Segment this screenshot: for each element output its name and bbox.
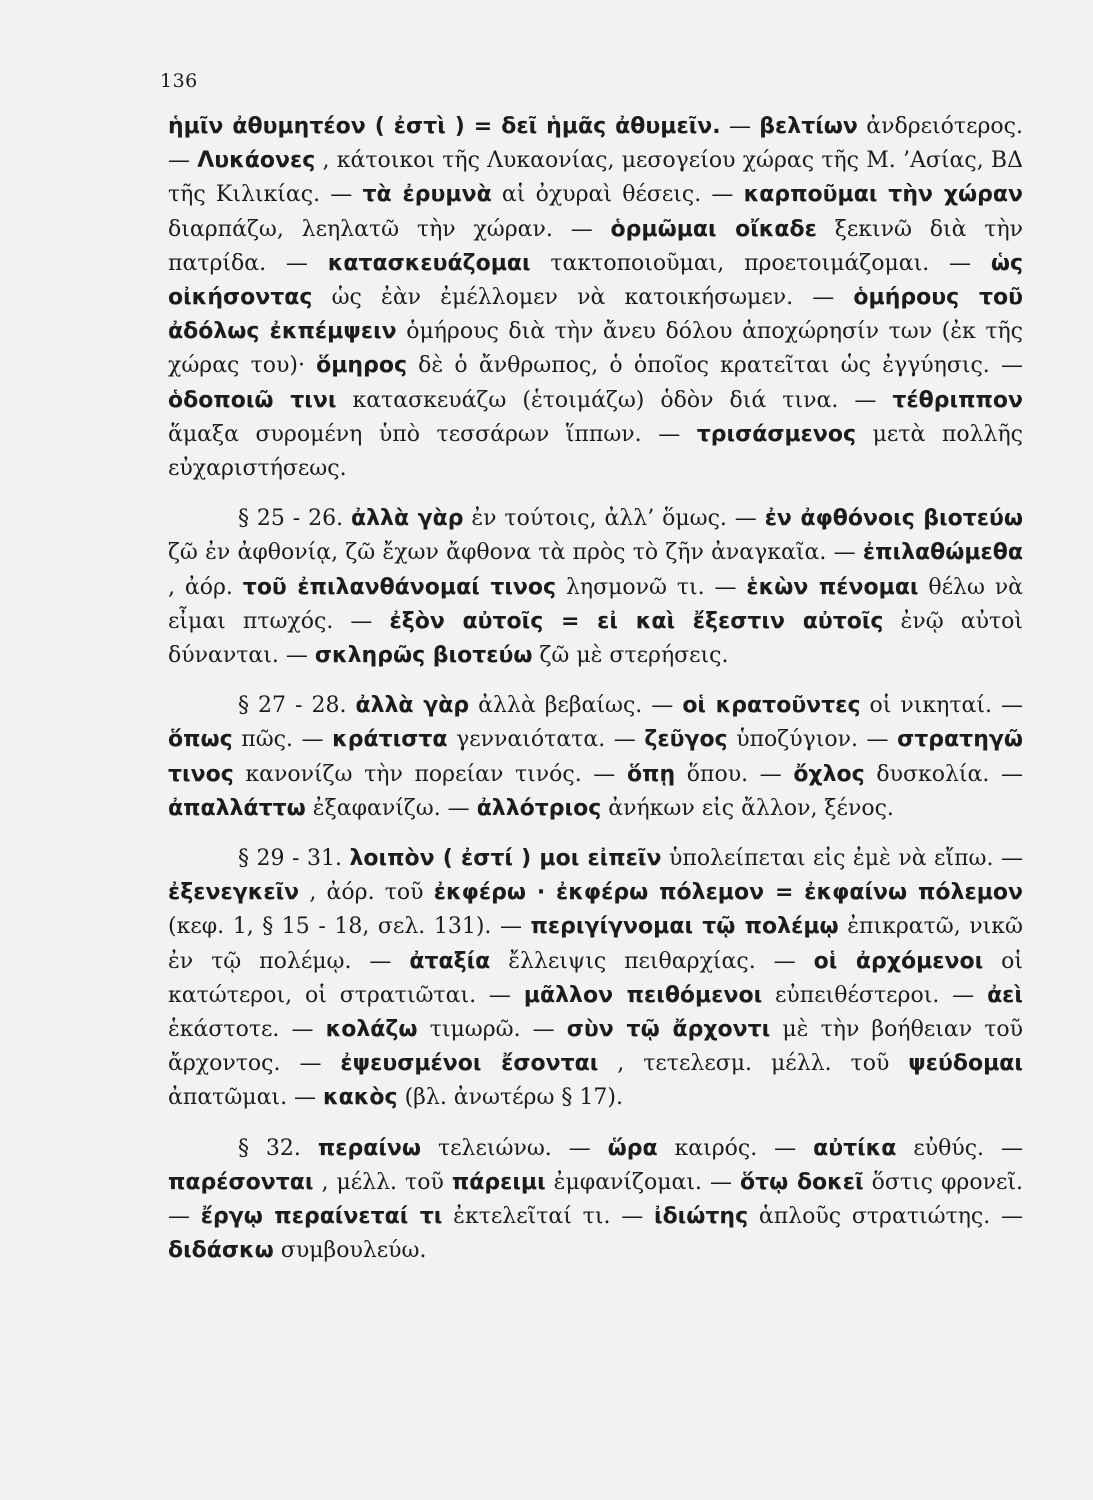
gloss-text: κατασκευάζω (ἑτοιμάζω) ὁδὸν διά τινα. — <box>336 387 893 413</box>
headword: ἐπιλαθώμεθα <box>862 540 1023 566</box>
headword: ἔργῳ περαίνεταί τι <box>200 1204 443 1230</box>
headword: ἐψευσμένοι ἔσονται <box>340 1051 599 1077</box>
headword: ὅπῃ <box>626 761 676 787</box>
page-number: 136 <box>160 70 198 92</box>
headword: ὄχλος <box>793 761 865 787</box>
gloss-text: ἐπικρατῶ, νικῶ ἐν τῷ πολέμῳ. — <box>168 914 1023 974</box>
headword: σκληρῶς βιοτεύω <box>314 643 533 669</box>
gloss-text: τακτοποιοῦμαι, προετοιμάζομαι. — <box>530 250 991 276</box>
gloss-text: συμβουλεύω. <box>273 1238 427 1264</box>
section-paragraph <box>168 842 1023 1116</box>
headword: ἐξενεγκεῖν <box>168 880 300 906</box>
gloss-text: , ἀόρ. <box>168 574 243 600</box>
gloss-text: ζῶ μὲ στερήσεις. <box>532 643 729 669</box>
gloss-text: ἅμαξα συρομένη ὑπὸ τεσσάρων ἵππων. — <box>168 421 697 447</box>
gloss-text: δὲ ὁ ἄνθρωπος, ὁ ὁποῖος κρατεῖται ὡς ἐγγύησις. — <box>407 353 1023 379</box>
gloss-text: § 32. <box>238 1135 318 1161</box>
headword: ἀπαλλάττω <box>168 795 306 821</box>
headword: ἀεὶ <box>987 982 1023 1008</box>
gloss-text: εὐπειθέστεροι. — <box>762 982 988 1008</box>
gloss-text: τιμωρῶ. — <box>417 1017 567 1043</box>
headword: ὁμήρους τοῦ ἀδόλως ἐκπέμψειν <box>168 285 1023 345</box>
headword: κράτιστα <box>332 727 448 753</box>
gloss-text: εὐθύς. — <box>896 1135 1023 1161</box>
headword: πάρειμι <box>451 1169 546 1195</box>
gloss-text: (βλ. ἀνωτέρω § 17). <box>397 1085 623 1111</box>
headword: βελτίων <box>759 114 858 139</box>
gloss-text: ἁπλοῦς στρατιώτης. — <box>748 1204 1024 1230</box>
headword: ἐξὸν αὐτοῖς = εἰ καὶ ἔξεστιν αὐτοῖς <box>389 608 884 634</box>
gloss-text: ξεκινῶ διὰ τὴν πατρίδα. — <box>168 216 1024 276</box>
gloss-text: μετὰ πολλῆς εὐχαριστήσεως. <box>168 421 1023 482</box>
headword: ὅμηρος <box>316 353 407 379</box>
gloss-text: § 27 - 28. <box>238 693 356 719</box>
headword: ἐν ἀφθόνοις βιοτεύω <box>764 506 1023 532</box>
gloss-text: ἀνδρειότερος. — <box>168 114 1023 174</box>
headword: περαίνω <box>317 1135 422 1161</box>
gloss-text: τελειώνω. — <box>421 1135 608 1161</box>
section-paragraph <box>168 502 1023 673</box>
gloss-text: θέλω νὰ εἶμαι πτωχός. — <box>168 574 1024 634</box>
gloss-text: καιρός. — <box>657 1135 814 1161</box>
headword: διδάσκω <box>168 1238 274 1264</box>
gloss-text: , μέλλ. τοῦ <box>313 1169 452 1195</box>
headword: ἀλλὰ γὰρ <box>355 693 470 719</box>
headword: ὁδοποιῶ τινι <box>168 387 337 413</box>
gloss-text: ἀλλὰ βεβαίως. — <box>469 693 683 719</box>
gloss-text: § 25 - 26. <box>238 506 351 532</box>
headword: περιγίγνομαι τῷ πολέμῳ <box>530 914 839 940</box>
gloss-text: ἀνήκων εἰς ἄλλον, ξένος. <box>601 795 894 821</box>
body-text <box>168 110 1023 1269</box>
headword: ὥρα <box>607 1135 658 1161</box>
headword: μᾶλλον πειθόμενοι <box>523 982 763 1008</box>
headword: ἐκφέρω · ἐκφέρω πόλεμον = ἐκφαίνω πόλεμον <box>433 880 1023 906</box>
gloss-text: ἑκάστοτε. — <box>168 1017 326 1043</box>
gloss-text: , ἀόρ. τοῦ <box>299 880 434 906</box>
headword: λοιπὸν ( ἐστί ) μοι εἰπεῖν <box>349 846 662 872</box>
gloss-text: — <box>720 114 760 139</box>
gloss-text: ὡς ἐὰν ἐμέλλομεν νὰ κατοικήσωμεν. — <box>312 285 854 311</box>
headword: ἡμῖν ἀθυμητέον ( ἐστὶ ) = δεῖ ἡμᾶς ἀθυμεῖν. <box>168 114 721 139</box>
gloss-text: ἐμφανίζομαι. — <box>545 1169 740 1195</box>
gloss-text: , τετελεσμ. μέλλ. τοῦ <box>598 1051 909 1077</box>
headword: καρποῦμαι τὴν χώραν <box>743 182 1024 208</box>
headword: ψεύδομαι <box>908 1051 1023 1077</box>
gloss-text: ὁμήρους διὰ τὴν ἄνευ δόλου ἀποχώρησίν των (ἐκ τῆς χώρας του)· <box>168 319 1023 379</box>
headword: ἀλλότριος <box>476 795 602 821</box>
headword: ὅπως <box>168 727 233 753</box>
headword: ὁρμῶμαι οἴκαδε <box>610 216 817 242</box>
gloss-text: οἱ νικηταί. — <box>860 693 1023 719</box>
headword: τοῦ ἐπιλανθάνομαί τινος <box>242 574 557 600</box>
gloss-text: μὲ τὴν βοήθειαν τοῦ ἄρχοντος. — <box>168 1017 1023 1077</box>
headword: ἀταξία <box>409 948 491 974</box>
gloss-text: πῶς. — <box>232 727 333 753</box>
headword: τέθριππον <box>892 387 1023 413</box>
gloss-text: κανονίζω τὴν πορείαν τινός. — <box>233 761 627 787</box>
gloss-text: ὑπολείπεται εἰς ἐμὲ νὰ εἴπω. — <box>661 846 1023 872</box>
gloss-text: γενναιότατα. — <box>447 727 645 753</box>
headword: οἱ ἀρχόμενοι <box>813 948 984 974</box>
headword: ἰδιώτης <box>654 1204 749 1230</box>
gloss-text: αἱ ὀχυραὶ θέσεις. — <box>491 182 744 208</box>
headword: Λυκάονες <box>197 148 316 174</box>
gloss-text: ζῶ ἐν ἀφθονίᾳ, ζῶ ἔχων ἄφθονα τὰ πρὸς τὸ ζῆν ἀναγκαῖα. — <box>168 540 863 566</box>
headword: ἑκὼν πένομαι <box>746 574 919 600</box>
section-paragraph <box>168 1132 1023 1269</box>
gloss-text: ὑποζύγιον. — <box>727 727 898 753</box>
gloss-text: ἐκτελεῖταί τι. — <box>442 1204 654 1230</box>
paragraph <box>168 110 1023 486</box>
headword: οἱ κρατοῦντες <box>682 693 861 719</box>
gloss-text: § 29 - 31. <box>238 846 350 872</box>
gloss-text: ὅστις φρονεῖ. — <box>168 1169 1023 1230</box>
headword: κατασκευάζομαι <box>327 250 531 276</box>
gloss-text: δυσκολία. — <box>864 761 1023 787</box>
section-paragraph <box>168 689 1023 826</box>
gloss-text: ἐξαφανίζω. — <box>305 795 477 821</box>
gloss-text: διαρπάζω, λεηλατῶ τὴν χώραν. — <box>168 216 611 242</box>
gloss-text: ἔλλειψις πειθαρχίας. — <box>490 948 814 974</box>
headword: σὺν τῷ ἄρχοντι <box>566 1017 771 1043</box>
headword: αὐτίκα <box>813 1135 897 1161</box>
gloss-text: ἐνῷ αὐτοὶ δύνανται. — <box>168 608 1023 669</box>
gloss-text: ἀπατῶμαι. — <box>168 1085 324 1111</box>
gloss-text: , κάτοικοι τῆς Λυκαονίας, μεσογείου χώρας τῆς Μ. ’Ασίας, ΒΔ τῆς Κιλικίας. — <box>168 148 1023 208</box>
headword: ὅτῳ δοκεῖ <box>740 1169 864 1195</box>
headword: ζεῦγος <box>644 727 728 753</box>
headword: ἀλλὰ γὰρ <box>350 506 464 532</box>
headword: παρέσονται <box>168 1169 314 1195</box>
gloss-text: λησμονῶ τι. — <box>556 574 747 600</box>
gloss-text: ἐν τούτοις, ἀλλ’ ὅμως. — <box>463 506 765 532</box>
headword: τρισάσμενος <box>696 421 857 447</box>
headword: στρατηγῶ τινος <box>168 727 1023 787</box>
gloss-text: (κεφ. 1, § 15 - 18, σελ. 131). — <box>168 914 531 940</box>
headword: κακὸς <box>323 1085 398 1111</box>
gloss-text: οἱ κατώτεροι, οἱ στρατιῶται. — <box>168 948 1023 1008</box>
gloss-text: ὅπου. — <box>675 761 794 787</box>
headword: τὰ ἐρυμνὰ <box>362 182 492 208</box>
headword: κολάζω <box>325 1017 418 1043</box>
headword: ὡς οἰκήσοντας <box>168 250 1023 311</box>
